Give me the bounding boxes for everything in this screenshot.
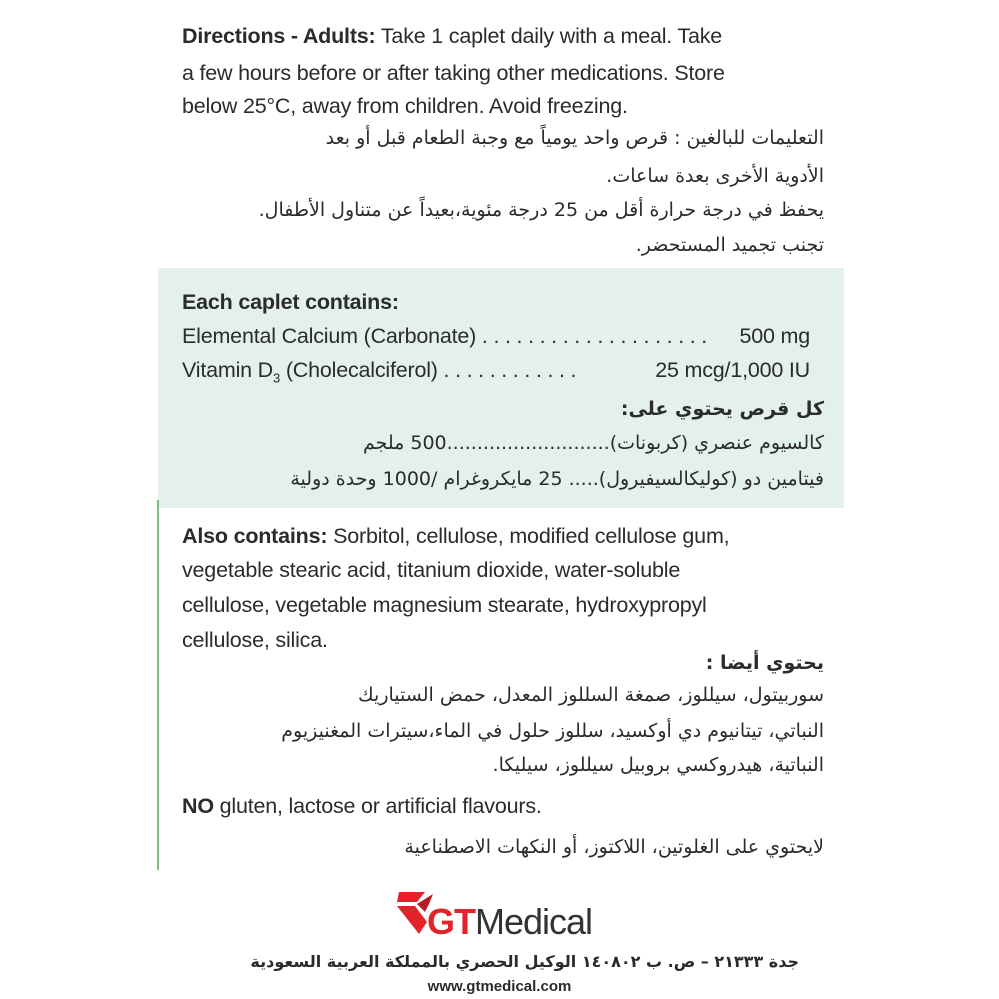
brand-wordmark — [427, 902, 592, 942]
composition-heading: Each caplet contains: — [182, 290, 399, 314]
free-from-ar: لايحتوي على الغلوتين، اللاكتوز، أو النكهات الاصطناعية — [404, 836, 824, 858]
directions-line-1: Directions - Adults: Take 1 caplet daily with a meal. Take — [182, 24, 723, 48]
composition-ar-item-2: فيتامين دو (كوليكالسيفيرول)..... 25 مايكروغرام /1000 وحدة دولية — [290, 468, 824, 490]
calcium-name: Elemental Calcium (Carbonate) . . . . . . . . . . . . . . . . . . . . — [182, 324, 708, 348]
composition-item-vitamin-d — [182, 356, 810, 392]
composition-ar-heading: كل قرص يحتوي على: — [620, 398, 824, 420]
directions-line-3: below 25°C, away from children. Avoid freezing. — [182, 94, 628, 118]
brand-medical: Medical — [475, 901, 593, 942]
vitamin-d-value: 25 mcg/1,000 IU — [655, 358, 810, 382]
website-link[interactable]: www.gtmedical.com — [427, 978, 572, 995]
composition-ar-item-1: كالسيوم عنصري (كربونات)...........................500 ملجم — [362, 432, 824, 454]
directions-ar-line-2: الأدوية الأخرى بعدة ساعات. — [606, 165, 824, 187]
brand-gt: GT — [427, 901, 475, 942]
directions-line-2: a few hours before or after taking other medications. Store — [182, 61, 725, 85]
distributor-info: جدة ٢١٣٣٣ – ص. ب ١٤٠٨٠٢ الوكيل الحصري بالمملكة العربية السعودية — [250, 952, 799, 971]
also-ar-heading: يحتوي أيضا : — [705, 652, 824, 674]
directions-heading: Directions - Adults: — [182, 24, 376, 48]
directions-ar-line-4: تجنب تجميد المستحضر. — [635, 234, 824, 256]
green-edge-line — [157, 500, 159, 870]
composition-item-calcium — [182, 322, 810, 351]
free-from-line: NO gluten, lactose or artificial flavours. — [182, 794, 542, 818]
free-from-no: NO — [182, 794, 214, 818]
also-ar-line-3: النباتية، هيدروكسي بروبيل سيللوز، سيليكا. — [492, 754, 824, 776]
also-line-4: cellulose, silica. — [182, 628, 328, 652]
directions-ar-line-3: يحفظ في درجة حرارة أقل من 25 درجة مئوية،بعيداً عن متناول الأطفال. — [258, 199, 824, 221]
also-ar-line-1: سوربيتول، سيللوز، صمغة السللوز المعدل، حمض الستياريك — [358, 684, 824, 706]
vitamin-d-name: Vitamin $D_3$ (Cholecalciferol) . . . . . . . . . . . . — [182, 358, 577, 386]
also-line-3: cellulose, vegetable magnesium stearate, hydroxypropyl — [182, 593, 707, 617]
calcium-value: 500 mg — [739, 324, 810, 348]
also-line-1: Also contains: Sorbitol, cellulose, modified cellulose gum, — [182, 524, 730, 548]
directions-ar-line-1: التعليمات للبالغين : قرص واحد يومياً مع وجبة الطعام قبل أو بعد — [325, 127, 824, 149]
also-heading: Also contains: — [182, 524, 328, 548]
also-ar-line-2: النباتي، تيتانيوم دي أوكسيد، سللوز حلول في الماء،سيترات المغنيزيوم — [281, 720, 824, 742]
also-line-2: vegetable stearic acid, titanium dioxide, water-soluble — [182, 558, 681, 582]
